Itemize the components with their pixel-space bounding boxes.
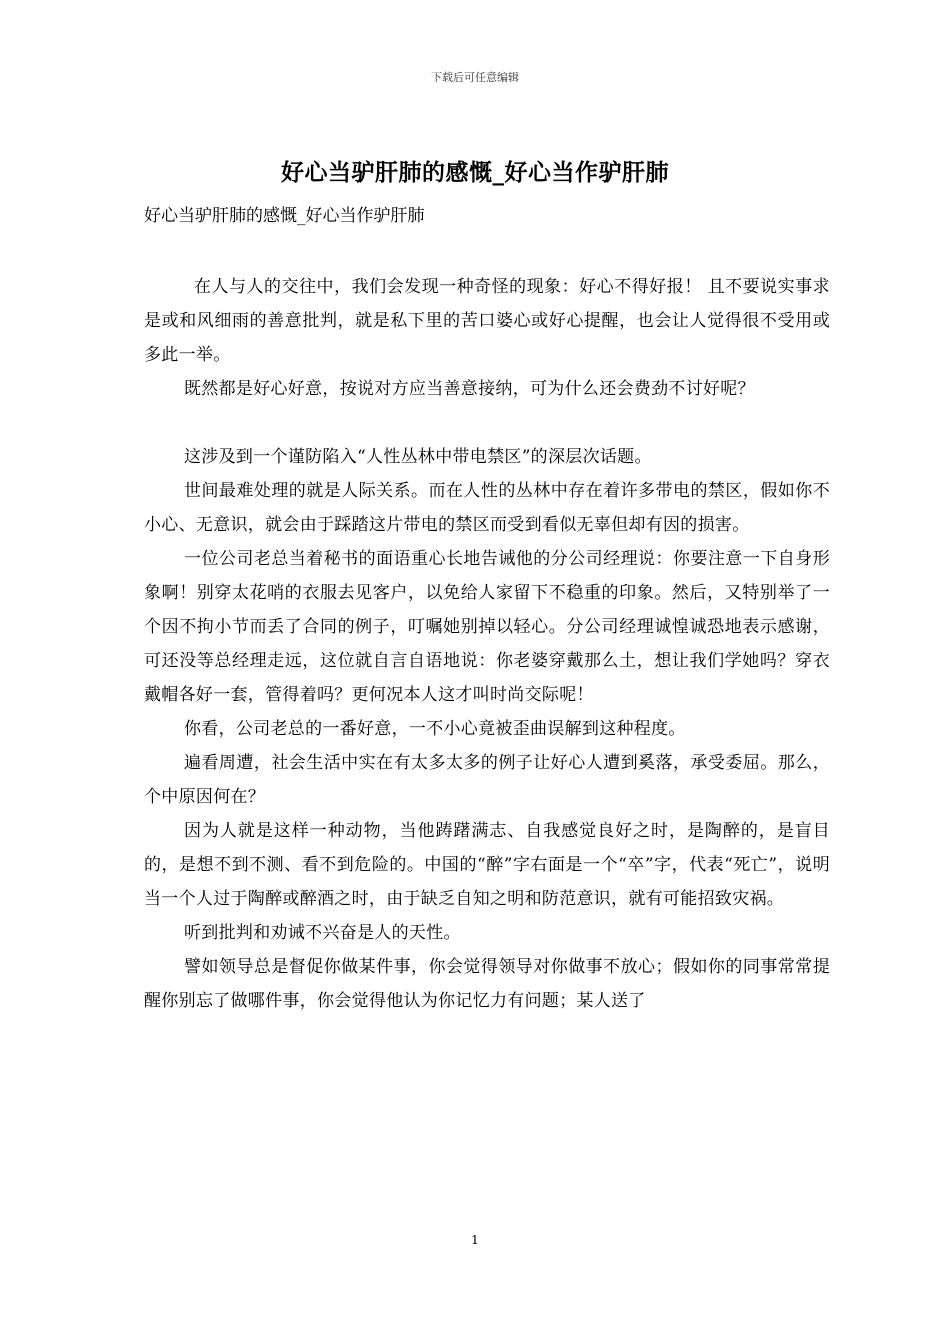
paragraph: 这涉及到一个谨防陷入“人性丛林中带电禁区”的深层次话题。 [184, 447, 652, 467]
blank-line [144, 406, 830, 440]
paragraph: 听到批判和劝诫不兴奋是人的天性。 [184, 923, 461, 943]
paragraph: 你看，公司老总的一番好意，一不小心竟被歪曲误解到这种程度。 [184, 719, 686, 739]
paragraph: 在人与人的交往中，我们会发现一种奇怪的现象：好心不得好报！ 且不要说实事求是或和风细雨的善意批判，就是私下里的苦口婆心或好心提醒，也会让人觉得很不受用或多此一举。 [144, 277, 830, 365]
paragraph: 既然都是好心好意，按说对方应当善意接纳，可为什么还会费劲不讨好呢？ [184, 379, 755, 399]
document-body [144, 270, 830, 1018]
paragraph: 因为人就是这样一种动物，当他踌躇满志、自我感觉良好之时，是陶醉的，是盲目的，是想不到不测、看不到危险的。中国的“醉”字右面是一个“卒”字，代表“死亡”，说明当一个人过于陶醉或醉酒之时，由于缺乏自知之明和防范意识，就有可能招致灾祸。 [144, 821, 830, 909]
page-number: 1 [471, 1233, 479, 1247]
document-title: 好心当驴肝肺的感慨_好心当作驴肝肺 [281, 160, 669, 186]
paragraph: 世间最难处理的就是人际关系。而在人性的丛林中存在着许多带电的禁区，假如你不小心、无意识，就会由于踩踏这片带电的禁区而受到看似无辜但却有因的损害。 [144, 481, 830, 535]
header-note: 下载后可任意编辑 [431, 71, 519, 84]
document-subtitle: 好心当驴肝肺的感慨_好心当作驴肝肺 [144, 206, 425, 226]
paragraph: 遍看周遭，社会生活中实在有太多太多的例子让好心人遭到奚落，承受委屈。那么，个中原因何在？ [144, 753, 830, 807]
paragraph: 一位公司老总当着秘书的面语重心长地告诫他的分公司经理说：你要注意一下自身形象啊！别穿太花哨的衣服去见客户，以免给人家留下不稳重的印象。然后，又特别举了一个因不拘小节而丢了合同的例子，叮嘱她别掉以轻心。分公司经理诚惶诚恐地表示感谢，可还没等总经理走远，这位就自言自语地说：你老婆穿戴那么土，想让我们学她吗？穿衣戴帽各好一套，管得着吗？更何况本人这才叫时尚交际呢！ [144, 549, 830, 705]
paragraph: 譬如领导总是督促你做某件事，你会觉得领导对你做事不放心；假如你的同事常常提醒你别忘了做哪件事，你会觉得他认为你记忆力有问题；某人送了 [144, 957, 830, 1011]
